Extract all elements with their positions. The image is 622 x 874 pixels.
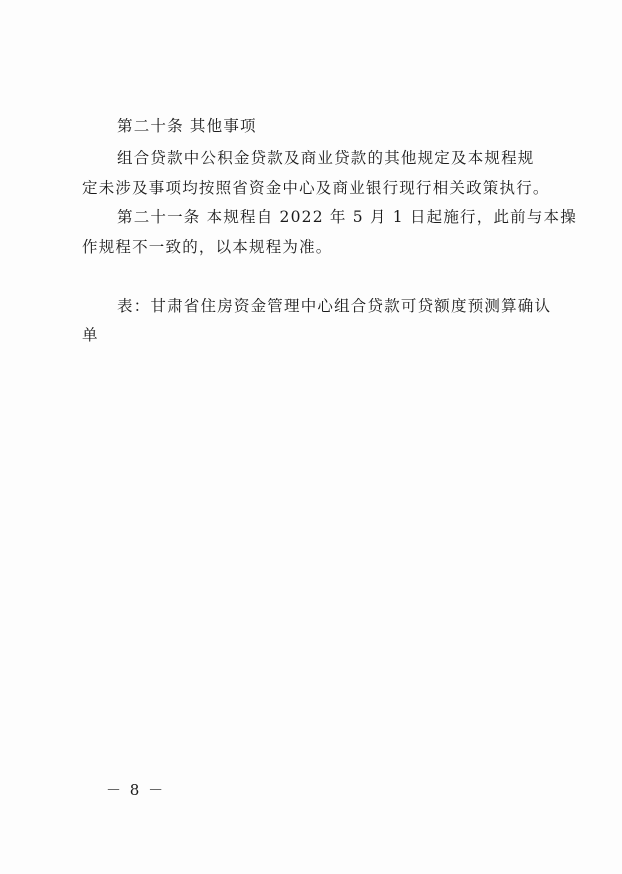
attachment-table-line-1: 表：甘肃省住房资金管理中心组合贷款可贷额度预测算确认	[117, 297, 552, 315]
page-number: － 8 －	[106, 781, 166, 799]
article-20-body-line-1: 组合贷款中公积金贷款及商业贷款的其他规定及本规程规	[117, 149, 535, 167]
article-20-body-line-2: 定未涉及事项均按照省资金中心及商业银行现行相关政策执行。	[82, 179, 550, 197]
article-21-line-1: 第二十一条 本规程自 2022 年 5 月 1 日起施行，此前与本操	[117, 208, 577, 226]
article-21-line-2: 作规程不一致的，以本规程为准。	[82, 238, 333, 256]
attachment-table-line-2: 单	[82, 326, 99, 344]
article-20-heading: 第二十条 其他事项	[117, 117, 257, 135]
